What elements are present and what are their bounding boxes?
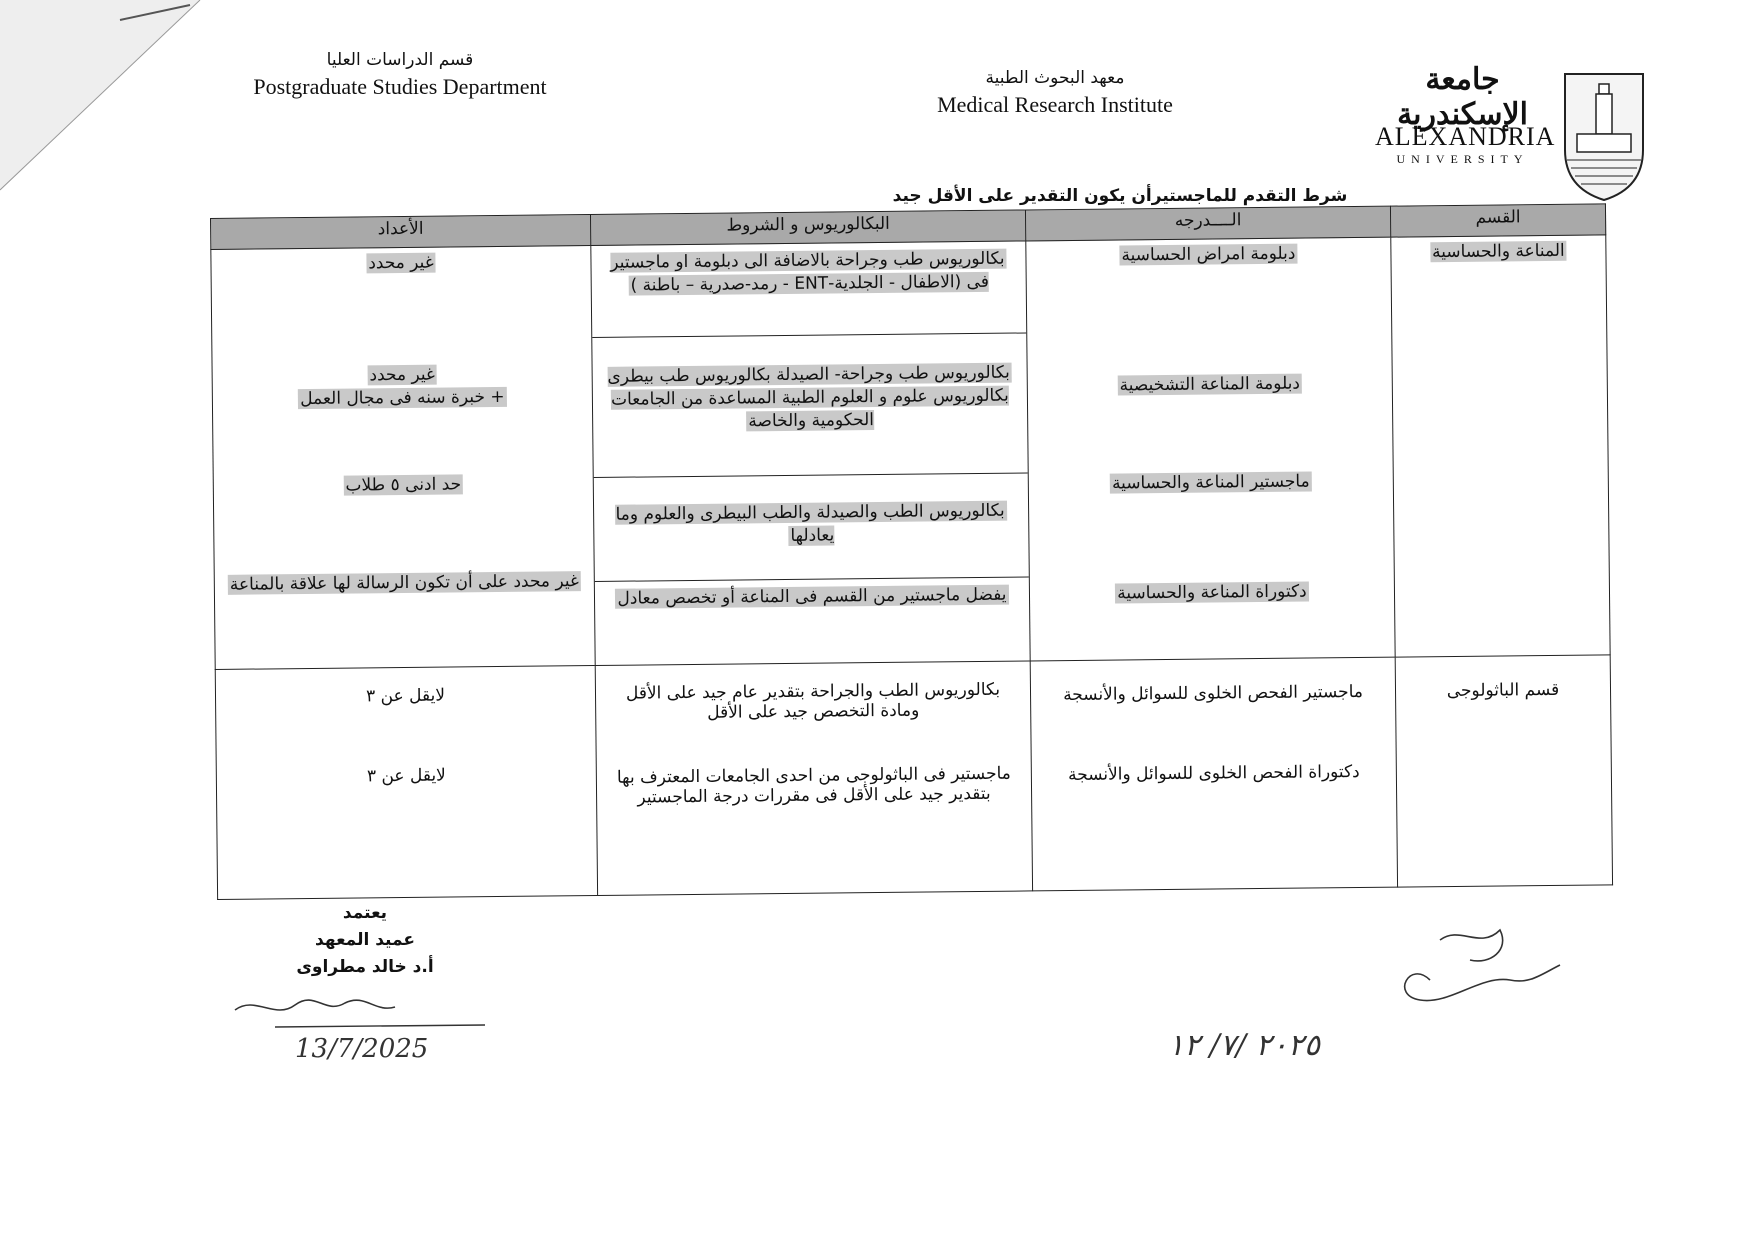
department-name: قسم الباثولوجى: [1446, 679, 1560, 702]
degree-name: دكتوراة المناعة والحساسية: [1117, 581, 1307, 604]
institute-name-english: Medical Research Institute: [937, 92, 1173, 117]
handwritten-approval-signature: [1167, 920, 1610, 1070]
department-cell: [1391, 235, 1610, 657]
degree-name: دكتوراة الفحص الخلوى للسوائل والأنسجة: [1067, 761, 1360, 786]
number-text: حد ادنى ٥ طلاب: [345, 474, 462, 496]
page-corner-fold: [0, 0, 230, 230]
degree-name: دبلومة امراض الحساسية: [1121, 243, 1296, 266]
condition-text: يفضل ماجستير من القسم فى المناعة أو تخصص معادل: [617, 584, 1007, 609]
logo-sub-text: UNIVERSITY: [1396, 152, 1529, 166]
department-header: [230, 50, 570, 100]
approve-label: يعتمد: [342, 903, 388, 923]
degree-name: ماجستير الفحص الخلوى للسوائل والأنسجة: [1063, 681, 1364, 706]
degree-cell: [1030, 657, 1397, 891]
dean-signature-block: [235, 900, 495, 982]
handwritten-date-right: ٢٠٢٥ /٧/ ١٢: [1167, 1028, 1320, 1063]
condition-text: بكالوريوس طب وجراحة- الصيدلة بكالوريوس طب بيطرى بكالوريوس علوم و العلوم الطبية المساعدة من الجامعات الحكومية والخاصة: [607, 362, 1010, 432]
condition-text: ماجستير فى الباثولوجى من احدى الجامعات المعترف بها بتقدير جيد على الأقل فى مقررات درجة الماجستير: [616, 763, 1011, 808]
number-text: لايقل عن ٣: [366, 765, 446, 787]
numbers-cell: [211, 246, 595, 670]
department-name-english: Postgraduate Studies Department: [253, 74, 547, 99]
number-text: غير محدد: [368, 252, 434, 274]
number-text: غير محدد على أن تكون الرسالة لها علاقة بالمناعة: [229, 571, 579, 595]
logo-arabic-text: جامعة الإسكندرية: [1397, 62, 1528, 132]
department-name-arabic: قسم الدراسات العليا: [326, 50, 474, 70]
dean-title: عميد المعهد: [315, 930, 415, 951]
numbers-cell: [215, 665, 597, 899]
number-note: + خبرة سنه فى مجال العمل: [300, 386, 505, 410]
table-row: [215, 655, 1612, 900]
dean-handwritten-signature: [225, 985, 505, 1075]
condition-text: بكالوريوس طب وجراحة بالاضافة الى دبلومة او ماجستير فى (الاطفال - الجلدية-ENT - رمد-صدرية – باطنة ): [610, 248, 1005, 296]
number-text: لايقل عن ٣: [365, 685, 446, 707]
degree-name: دبلومة المناعة التشخيصية: [1119, 373, 1301, 396]
logo-english-text: ALEXANDRIA: [1375, 122, 1556, 151]
header-department: القسم: [1390, 204, 1605, 237]
header-degree: الــــدرجه: [1025, 206, 1390, 241]
header-numbers: الأعداد: [211, 215, 591, 250]
condition-text: بكالوريوس الطب والصيدلة والطب البيطرى والعلوم وما يعادلها: [615, 500, 1005, 546]
document-title: شرط التقدم للماجستيرأن يكون التقدير على الأقل جيد: [892, 186, 1348, 206]
university-logo: [1375, 62, 1650, 212]
header-conditions: البكالوريوس و الشروط: [590, 210, 1025, 246]
table-row: [211, 235, 1610, 670]
degree-name: ماجستير المناعة والحساسية: [1111, 471, 1310, 494]
department-cell: [1395, 655, 1612, 887]
handwritten-date-left: 13/7/2025: [295, 1034, 429, 1064]
programs-table: [210, 203, 1613, 900]
institute-name-arabic: معهد البحوث الطبية: [985, 68, 1125, 88]
conditions-cell: [595, 661, 1032, 896]
institute-header: [915, 68, 1195, 118]
conditions-cell: [591, 241, 1030, 666]
dean-name: أ.د خالد مطراوى: [296, 957, 434, 978]
lighthouse-shield-icon: [1563, 70, 1645, 202]
number-text: غير محدد: [369, 364, 435, 386]
department-name: المناعة والحساسية: [1432, 240, 1565, 263]
degree-cell: [1026, 237, 1395, 661]
condition-text: بكالوريوس الطب والجراحة بتقدير عام جيد على الأقل ومادة التخصص جيد على الأقل: [625, 679, 1001, 723]
